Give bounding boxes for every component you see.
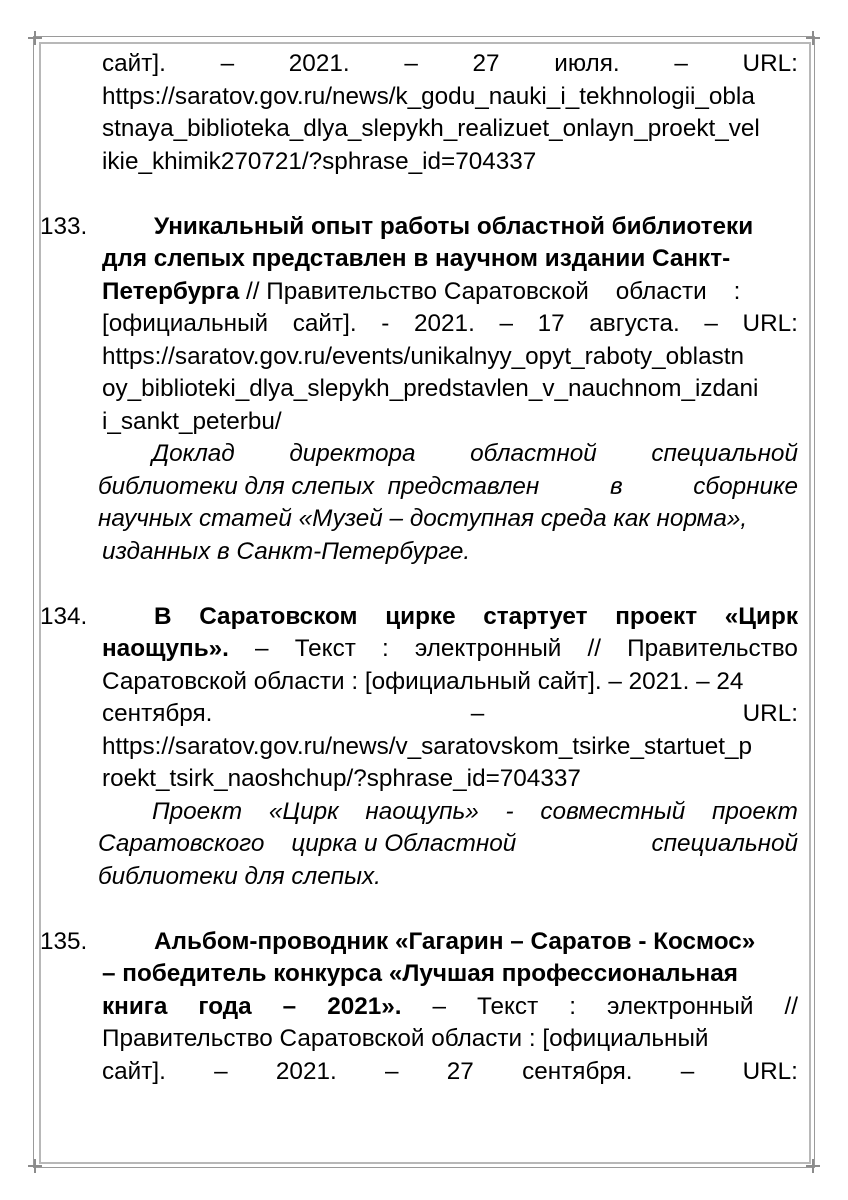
citation-line: Правительство Саратовской области : [официальный: [102, 1025, 709, 1052]
annotation-line: научных статей «Музей – доступная среда как норма»,: [98, 505, 748, 532]
url-line[interactable]: oy_biblioteki_dlya_slepykh_predstavlen_v_nauchnom_izdani: [102, 375, 759, 402]
url-line[interactable]: i_sankt_peterbu/: [102, 407, 282, 435]
bibliography-entry-133: [40, 211, 798, 569]
annotation-line: Саратовского цирка и Областной специальной: [98, 830, 798, 857]
bibliography-entry-134: [40, 601, 798, 894]
url-line[interactable]: https://saratov.gov.ru/events/unikalnyy_opyt_raboty_oblastn: [102, 342, 744, 370]
entry-number: 135.: [40, 927, 88, 955]
entry-title: для слепых представлен в научном издании Санкт-: [102, 245, 731, 272]
entry-title-source: книга года – 2021». – Текст : электронный //: [102, 992, 798, 1020]
border-corner-ornament: [806, 1159, 820, 1173]
citation-line: Саратовской области : [официальный сайт]. – 2021. – 24: [102, 667, 744, 695]
entry-title: – победитель конкурса «Лучшая профессиональная: [102, 960, 738, 987]
url-line[interactable]: stnaya_biblioteka_dlya_slepykh_realizuet_onlayn_proekt_vel: [102, 115, 760, 142]
url-line[interactable]: https://saratov.gov.ru/news/v_saratovskom_tsirke_startuet_p: [102, 732, 753, 760]
entry-title: Альбом-проводник «Гагарин – Саратов - Космос»: [154, 927, 756, 955]
document-body: [40, 48, 798, 1088]
annotation-line: Доклад директора областной специальной: [152, 440, 798, 467]
citation-line: сентября. – URL:: [102, 700, 798, 727]
entry-title: В Саратовском цирке стартует проект «Цирк: [154, 602, 798, 630]
url-line[interactable]: ikie_khimik270721/?sphrase_id=704337: [102, 147, 537, 175]
annotation-line: изданных в Санкт-Петербурге.: [102, 537, 471, 565]
entry-continuation: [40, 48, 798, 178]
entry-title: Уникальный опыт работы областной библиотеки: [154, 212, 754, 240]
annotation-line: библиотеки для слепых представлен в сборнике: [98, 472, 798, 500]
border-corner-ornament: [28, 1159, 42, 1173]
annotation-line: библиотеки для слепых.: [98, 862, 381, 890]
entry-title-source: наощупь». – Текст : электронный // Правительство: [102, 635, 798, 662]
bibliography-entry-135: [40, 926, 798, 1089]
border-corner-ornament: [28, 31, 42, 45]
entry-number: 133.: [40, 212, 88, 240]
entry-title-source: Петербурга // Правительство Саратовской области :: [102, 277, 741, 305]
citation-line: сайт]. – 2021. – 27 сентября. – URL:: [102, 1057, 798, 1085]
citation-line: [официальный сайт]. - 2021. – 17 августа. – URL:: [102, 310, 798, 337]
url-line[interactable]: roekt_tsirk_naoshchup/?sphrase_id=704337: [102, 765, 581, 792]
url-line[interactable]: https://saratov.gov.ru/news/k_godu_nauki_i_tekhnologii_obla: [102, 82, 755, 110]
citation-line: сайт]. – 2021. – 27 июля. – URL:: [102, 50, 798, 77]
annotation-line: Проект «Цирк наощупь» - совместный проект: [152, 797, 798, 825]
entry-number: 134.: [40, 602, 88, 630]
border-corner-ornament: [806, 31, 820, 45]
